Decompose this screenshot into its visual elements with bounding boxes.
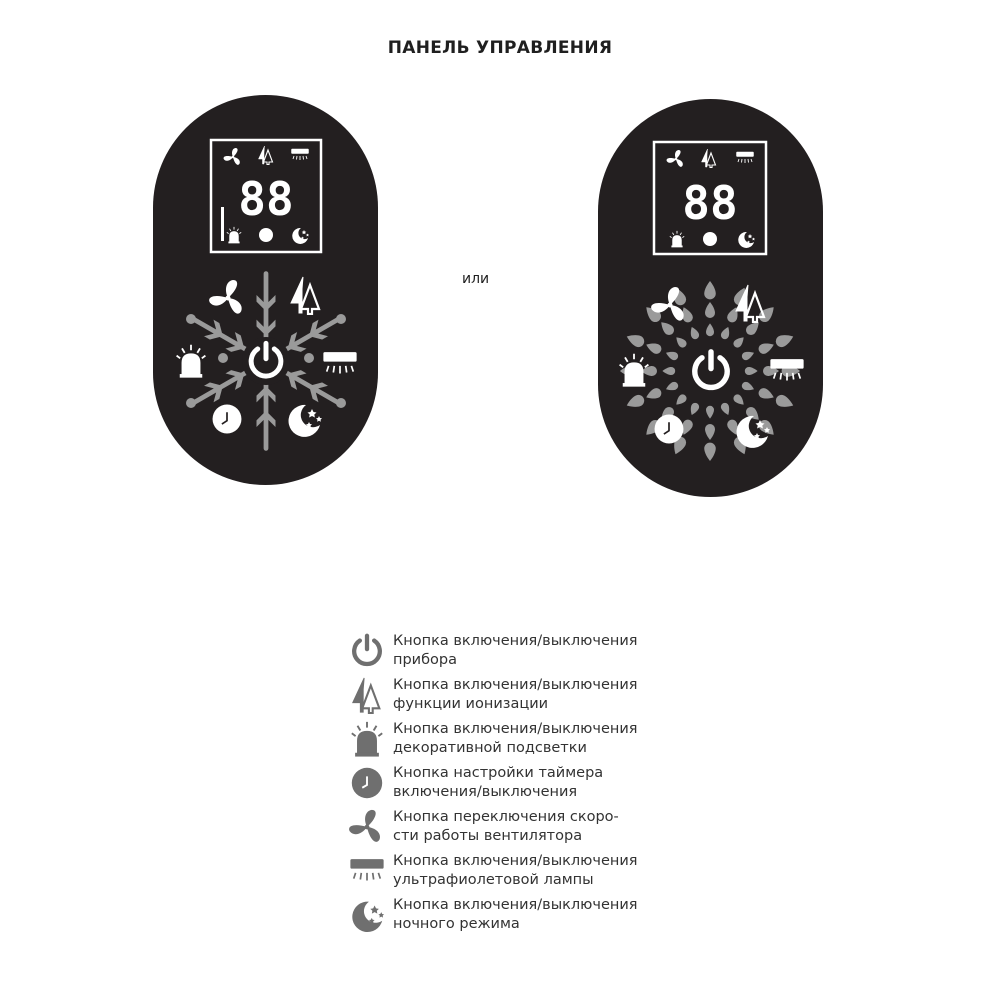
light-icon xyxy=(348,720,386,758)
separator-text: или xyxy=(462,271,490,287)
legend-item-ionizer xyxy=(348,676,688,720)
legend-item-night xyxy=(348,896,688,940)
display-level-bar xyxy=(221,207,224,241)
legend-text: Кнопка включения/выключения ночного режима xyxy=(393,897,638,932)
control-panel-snowflake xyxy=(153,95,378,485)
timer-icon xyxy=(348,764,386,802)
display-digits: 88 xyxy=(238,172,294,226)
night-mode-icon xyxy=(348,896,386,934)
legend-text: Кнопка включения/выключения функции ионизации xyxy=(393,677,638,712)
uv-lamp-icon xyxy=(348,852,386,890)
legend xyxy=(348,632,688,940)
legend-text: Кнопка включения/выключения декоративной подсветки xyxy=(393,721,638,756)
timer-button[interactable] xyxy=(213,405,242,434)
legend-item-power xyxy=(348,632,688,676)
timer-button[interactable] xyxy=(655,415,684,444)
display-timer-icon xyxy=(259,228,273,242)
legend-text: Кнопка переключения скоро- сти работы вентилятора xyxy=(393,809,619,844)
legend-item-fan xyxy=(348,808,688,852)
page-title: ПАНЕЛЬ УПРАВЛЕНИЯ xyxy=(387,38,613,58)
legend-text: Кнопка включения/выключения прибора xyxy=(393,633,638,668)
display-digits: 88 xyxy=(682,176,738,230)
power-icon xyxy=(348,632,386,670)
fan-icon xyxy=(348,808,386,846)
legend-text: Кнопка включения/выключения ультрафиолетовой лампы xyxy=(393,853,638,888)
display-timer-icon xyxy=(703,232,717,246)
legend-item-timer xyxy=(348,764,688,808)
ionizer-icon xyxy=(348,676,386,714)
legend-text: Кнопка настройки таймера включения/выключения xyxy=(393,765,604,800)
legend-item-uv xyxy=(348,852,688,896)
control-panel-droplets xyxy=(598,99,823,497)
legend-item-light xyxy=(348,720,688,764)
